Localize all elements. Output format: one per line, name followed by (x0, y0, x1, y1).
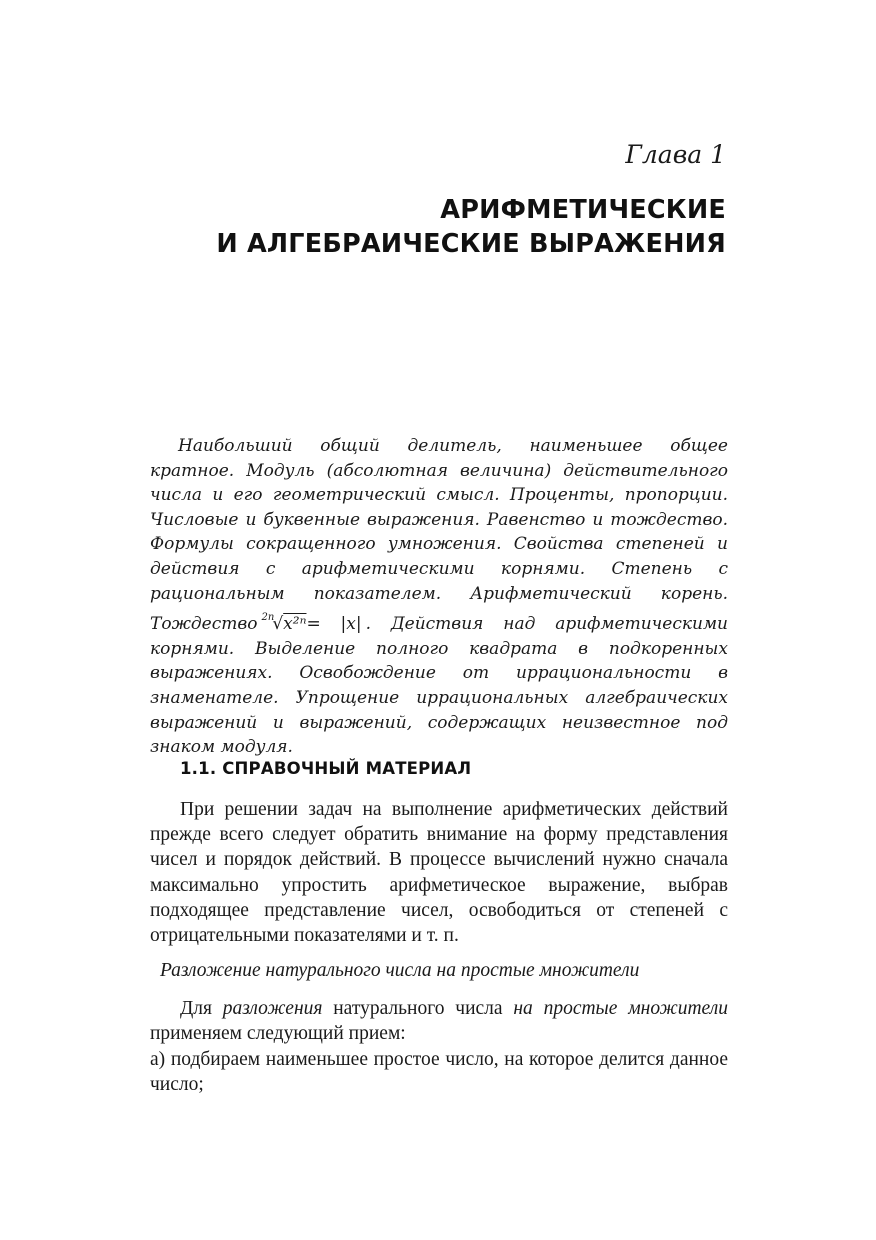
section-paragraph-2 (150, 996, 728, 1046)
para2-emphasis-1: разложения (222, 998, 323, 1019)
chapter-title (216, 193, 726, 261)
root-identity-formula (262, 614, 362, 634)
section-paragraph-1: При решении задач на выполнение арифметических действий прежде всего следует обратить внимание на форму представления чисел и порядок действий. В процессе вычислений нужно сначала максимально упростить арифметическое выражение, выбрав подходящее представление чисел, освободиться от степеней с отрицательными показателями и т. п. (150, 799, 728, 947)
para2-text-3: применяем следующий прием: (150, 1023, 406, 1045)
radicand: x²ⁿ (283, 614, 307, 635)
list-item-a: а) подбираем наименьшее простое число, на которое делится данное число; (150, 1049, 728, 1096)
section-heading: 1.1. СПРАВОЧНЫЙ МАТЕРИАЛ (180, 759, 472, 778)
chapter-abstract (150, 434, 728, 760)
subsection-heading: Разложение натурального числа на простые множители (160, 960, 640, 981)
chapter-title-line-2: И АЛГЕБРАИЧЕСКИЕ ВЫРАЖЕНИЯ (216, 229, 726, 259)
formula-rhs: = |x| (306, 614, 362, 635)
radical-sign-icon: √ (272, 614, 284, 635)
para2-emphasis-2: на простые множители (513, 998, 728, 1019)
abstract-text-after-formula: . Действия над арифметическими корнями. Выделение полного квадрата в подкоренных выражениях. Освобождение от иррациональности в знаменателе. Упрощение иррациональных алгебраических выражений и выражений, содержащих неизвестное под знаком модуля. (150, 614, 728, 758)
root-index: 2n (261, 612, 275, 624)
chapter-title-line-1: АРИФМЕТИЧЕСКИЕ (440, 195, 726, 225)
para2-text-1: Для (180, 998, 223, 1019)
chapter-number: Глава 1 (625, 140, 726, 169)
para2-text-2: натурального числа (322, 998, 514, 1019)
abstract-text-before-formula: Наибольший общий делитель, наименьшее общее кратное. Модуль (абсолютная величина) действительного числа и его геометрический смысл. Проценты, пропорции. Числовые и буквенные выражения. Равенство и тождество. Формулы сокращенного умножения. Свойства степеней и действия с арифметическими корнями. Степень с рациональным показателем. Арифметический корень. Тождество (150, 436, 728, 635)
